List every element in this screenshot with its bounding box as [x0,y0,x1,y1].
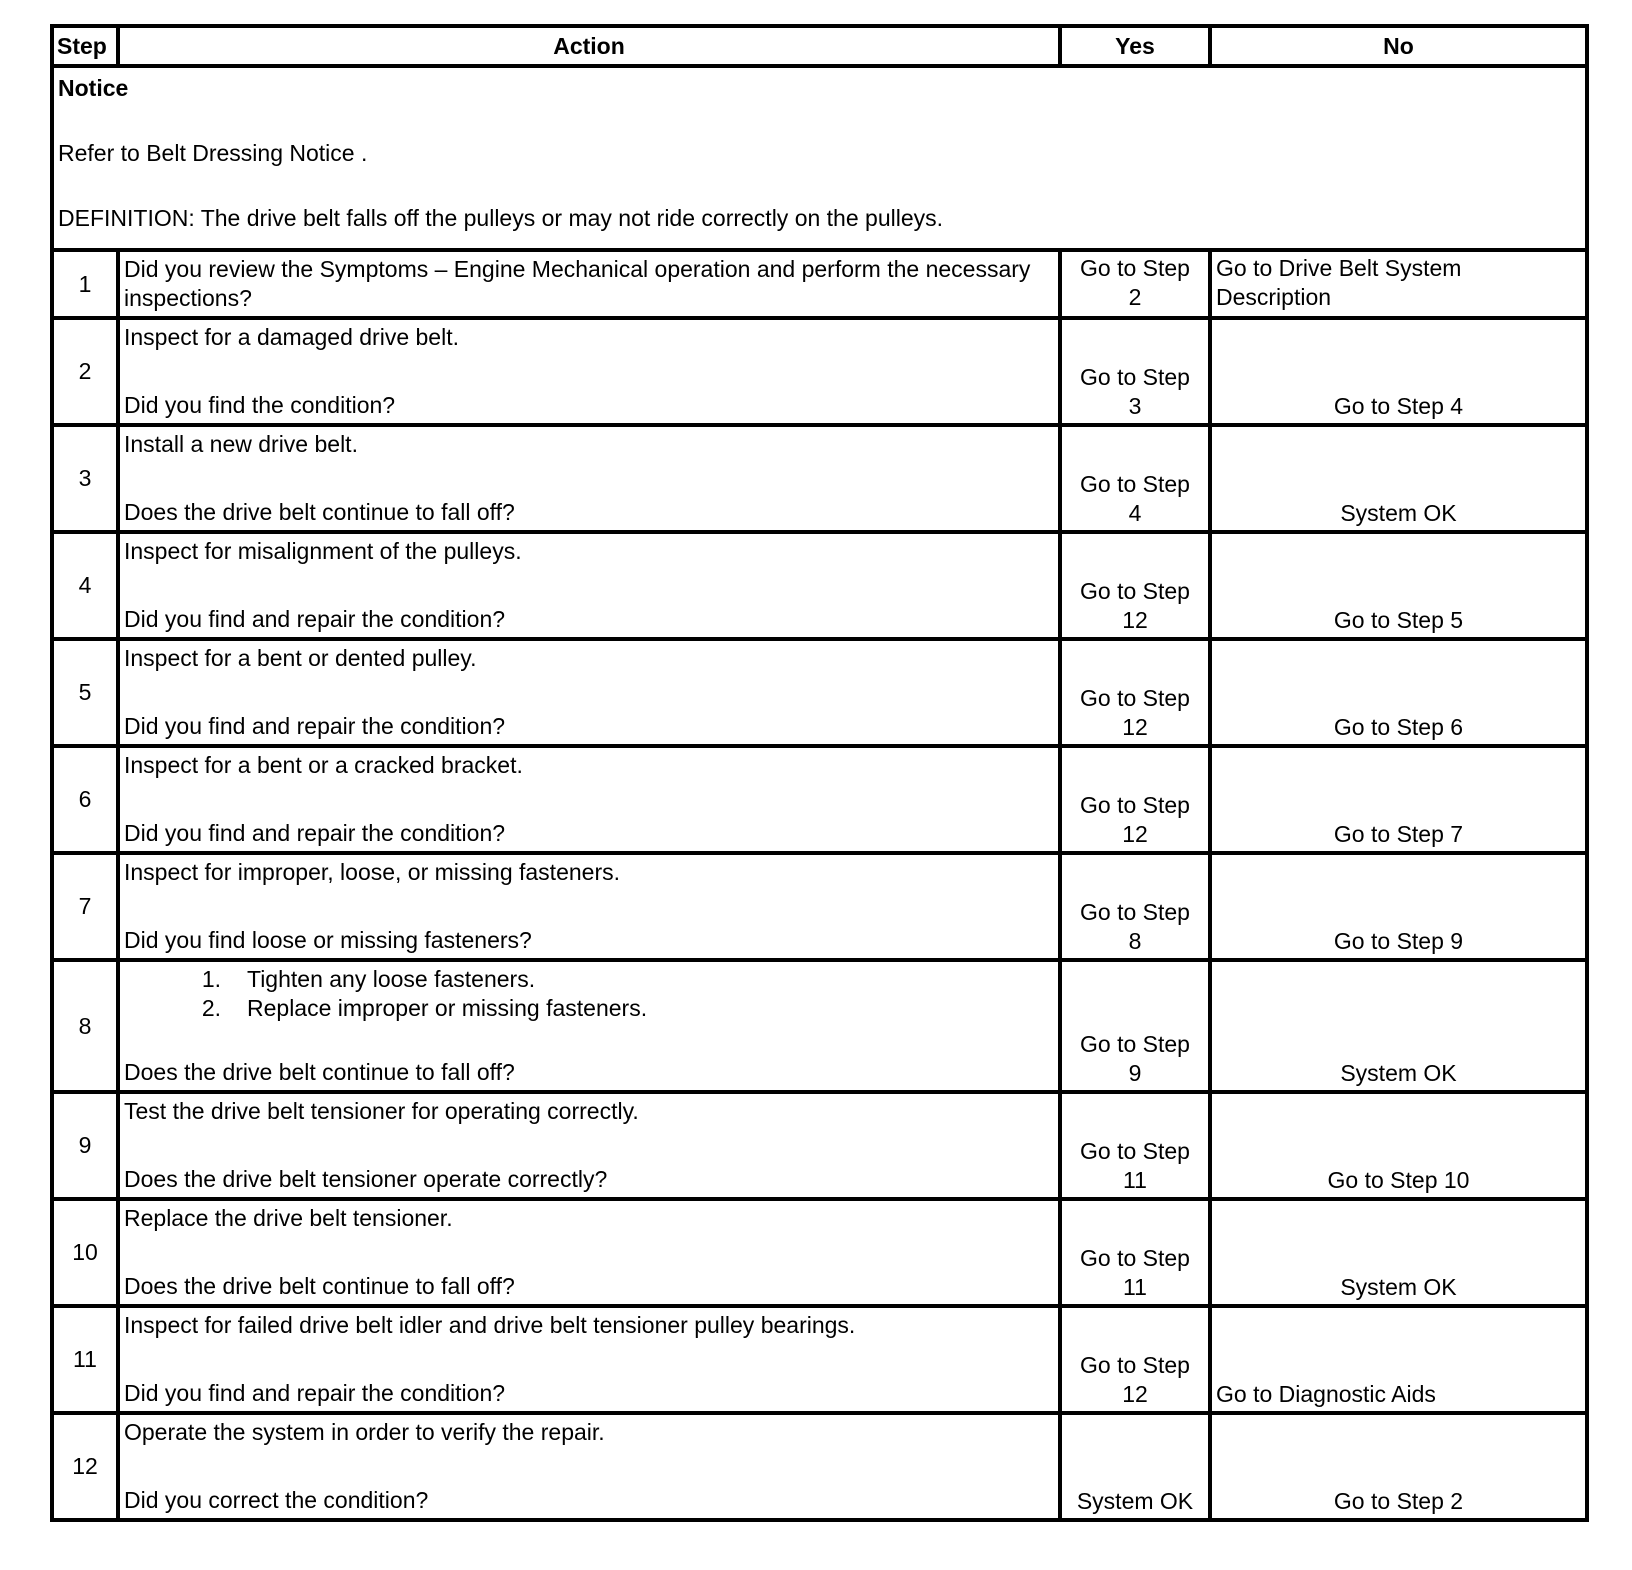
step-number: 3 [52,425,118,532]
step-number: 5 [52,639,118,746]
step-number: 1 [52,250,118,318]
table-row [52,746,1587,853]
action-instruction: Operate the system in order to verify the repair. [124,1419,605,1445]
no-result: Go to Step 4 [1210,318,1587,425]
no-result: Go to Step 10 [1210,1092,1587,1199]
no-result: System OK [1210,1199,1587,1306]
step-number: 8 [52,960,118,1092]
list-item [172,965,1054,994]
definition-text: DEFINITION: The drive belt falls off the pulleys or may not ride correctly on the pulleys. [58,205,944,231]
table-row [52,960,1587,1092]
yes-line1: Go to Step [1080,899,1190,925]
no-result: Go to Step 6 [1210,639,1587,746]
yes-line1: System OK [1076,1488,1194,1514]
table-row [52,1199,1587,1306]
table-row [52,532,1587,639]
header-yes: Yes [1060,26,1210,66]
header-step: Step [52,26,118,66]
yes-result [1060,532,1210,639]
action-question: Did you find and repair the condition? [124,606,506,632]
yes-result [1060,639,1210,746]
list-item-text: Tighten any loose fasteners. [247,966,536,992]
action-instruction: Inspect for a bent or a cracked bracket. [124,752,523,778]
yes-line1: Go to Step [1080,364,1190,390]
step-number: 10 [52,1199,118,1306]
yes-result [1060,250,1210,318]
yes-result [1060,318,1210,425]
action-cell [118,532,1060,639]
yes-line1: Go to Step [1080,578,1190,604]
action-cell [118,425,1060,532]
action-question: Did you correct the condition? [124,1487,429,1513]
step-number: 9 [52,1092,118,1199]
step-number: 11 [52,1306,118,1413]
action-question: Does the drive belt continue to fall off? [124,499,515,525]
notice-text: Refer to Belt Dressing Notice . [58,140,368,166]
table-row [52,1306,1587,1413]
notice-row [52,66,1587,250]
table-row [52,1413,1587,1520]
yes-result [1060,1413,1210,1520]
no-result: Go to Drive Belt System Description [1210,250,1587,318]
table-row [52,318,1587,425]
yes-line2: 12 [1122,1381,1148,1407]
yes-line1: Go to Step [1080,471,1190,497]
table-row [52,853,1587,960]
yes-line2: 12 [1122,821,1148,847]
action-question: Did you find loose or missing fasteners? [124,927,532,953]
yes-line2: 4 [1128,500,1142,526]
action-cell [118,1413,1060,1520]
action-cell [118,318,1060,425]
step-number: 12 [52,1413,118,1520]
header-no: No [1210,26,1587,66]
list-item-text: Replace improper or missing fasteners. [247,995,648,1021]
yes-line2: 3 [1128,393,1142,419]
list-item-number: 1. [201,966,221,992]
no-result: System OK [1210,425,1587,532]
list-item-number: 2. [201,995,221,1021]
action-instruction: Inspect for failed drive belt idler and drive belt tensioner pulley bearings. [124,1312,856,1338]
action-cell [118,1306,1060,1413]
no-result: Go to Step 5 [1210,532,1587,639]
table-row [52,250,1587,318]
list-item [172,994,1054,1023]
yes-line2: 2 [1128,284,1142,310]
action-cell [118,1092,1060,1199]
yes-result [1060,425,1210,532]
action-instruction: Test the drive belt tensioner for operating correctly. [124,1098,639,1124]
action-question: Does the drive belt tensioner operate correctly? [124,1166,608,1192]
action-question: Did you find and repair the condition? [124,713,506,739]
action-instruction: Inspect for improper, loose, or missing fasteners. [124,859,620,885]
action-instruction: Inspect for a bent or dented pulley. [124,645,477,671]
step-number: 4 [52,532,118,639]
no-result: Go to Diagnostic Aids [1210,1306,1587,1413]
action-cell [118,746,1060,853]
header-action: Action [118,26,1060,66]
no-result: Go to Step 2 [1210,1413,1587,1520]
table-row [52,425,1587,532]
yes-line1: Go to Step [1080,792,1190,818]
action-instruction: Inspect for misalignment of the pulleys. [124,538,522,564]
action-instruction: Install a new drive belt. [124,431,358,457]
action-question: Did you find the condition? [124,392,396,418]
yes-line1: Go to Step [1080,1245,1190,1271]
yes-line1: Go to Step [1080,255,1190,281]
diagnostic-table [50,24,1589,1522]
no-result: Go to Step 7 [1210,746,1587,853]
action-cell [118,1199,1060,1306]
yes-result [1060,746,1210,853]
table-row [52,639,1587,746]
sub-step-list [124,965,1054,1023]
yes-result [1060,1306,1210,1413]
action-question: Did you find and repair the condition? [124,820,506,846]
yes-result [1060,1199,1210,1306]
table-header-row [52,26,1587,66]
yes-line2: 9 [1128,1060,1142,1086]
yes-line2: 12 [1122,607,1148,633]
yes-line2: 12 [1122,714,1148,740]
table-row [52,1092,1587,1199]
notice-cell [52,66,1587,250]
no-result: Go to Step 9 [1210,853,1587,960]
yes-result [1060,960,1210,1092]
action-question: Does the drive belt continue to fall off? [124,1059,515,1085]
yes-line2: 11 [1123,1274,1147,1300]
action-text: Did you review the Symptoms – Engine Mechanical operation and perform the necessary inspections? [118,250,1060,318]
yes-line1: Go to Step [1080,1138,1190,1164]
action-cell [118,639,1060,746]
action-cell [118,960,1060,1092]
yes-line1: Go to Step [1080,1031,1190,1057]
yes-result [1060,1092,1210,1199]
action-instruction: Inspect for a damaged drive belt. [124,324,459,350]
step-number: 6 [52,746,118,853]
step-number: 2 [52,318,118,425]
yes-line1: Go to Step [1080,685,1190,711]
no-result: System OK [1210,960,1587,1092]
action-instruction: Replace the drive belt tensioner. [124,1205,453,1231]
yes-line2: 8 [1128,928,1142,954]
yes-line1: Go to Step [1080,1352,1190,1378]
step-number: 7 [52,853,118,960]
yes-line2: 11 [1123,1167,1147,1193]
action-cell [118,853,1060,960]
action-question: Does the drive belt continue to fall off? [124,1273,515,1299]
notice-title: Notice [58,75,129,101]
yes-result [1060,853,1210,960]
action-question: Did you find and repair the condition? [124,1380,506,1406]
